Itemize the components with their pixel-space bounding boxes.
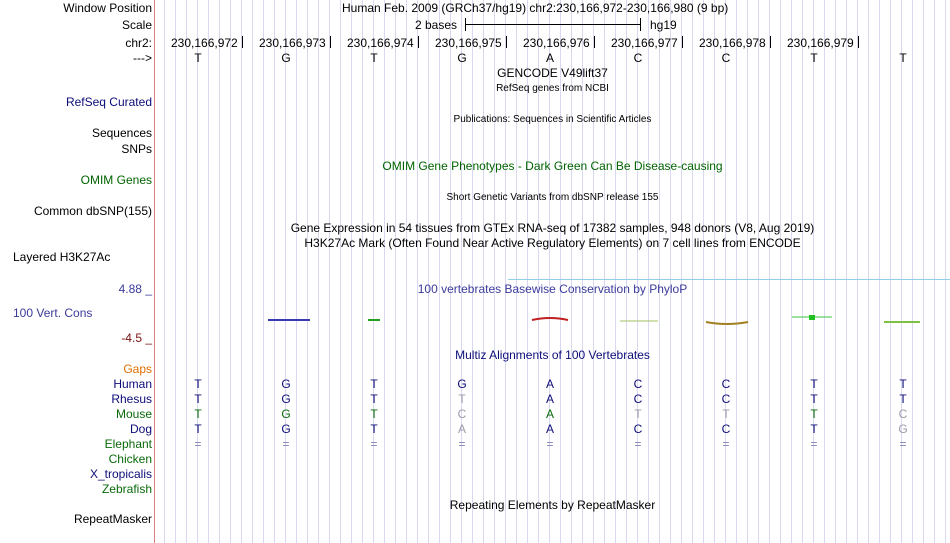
repeatmasker-track-title[interactable]: Repeating Elements by RepeatMasker: [449, 498, 656, 512]
sequences-label[interactable]: Sequences: [91, 126, 152, 140]
reference-base: G: [457, 51, 467, 65]
gtex-track-title[interactable]: Gene Expression in 54 tissues from GTEx RNA-seq of 17382 samples, 948 donors (V8, Aug 2019): [290, 221, 815, 235]
position-tick: [858, 36, 859, 48]
refseq-curated-label[interactable]: RefSeq Curated: [65, 95, 152, 109]
scale-value: 2 bases: [415, 18, 458, 32]
h3k27ac-signal-line: [508, 279, 950, 280]
alignment-base: T: [810, 407, 818, 421]
scale-bar-left-tick: [465, 18, 466, 31]
position-label: 230,166,975: [435, 36, 502, 50]
snps-label[interactable]: SNPs: [121, 142, 152, 156]
reference-base: G: [281, 51, 291, 65]
alignment-base: C: [898, 407, 908, 421]
scale-bar: [465, 24, 641, 25]
alignment-base: C: [633, 377, 643, 391]
alignment-base: =: [194, 437, 202, 451]
alignment-base: T: [194, 392, 202, 406]
alignment-base: T: [899, 392, 907, 406]
position-tick: [594, 36, 595, 48]
scale-bar-right-tick: [640, 18, 641, 31]
alignment-base: A: [545, 407, 554, 421]
scale-assembly: hg19: [650, 18, 677, 32]
alignment-base: =: [370, 437, 378, 451]
alignment-base: T: [194, 377, 202, 391]
position-label: 230,166,977: [611, 36, 678, 50]
alignment-base: T: [810, 377, 818, 391]
position-label: 230,166,974: [347, 36, 414, 50]
position-tick: [330, 36, 331, 48]
alignment-base: G: [281, 422, 291, 436]
alignment-base: T: [194, 422, 202, 436]
alignment-base: A: [545, 377, 554, 391]
position-label: 230,166,978: [699, 36, 766, 50]
alignment-base: =: [722, 437, 730, 451]
alignment-base: C: [633, 422, 643, 436]
publications-track-title[interactable]: Publications: Sequences in Scientific Articles: [453, 114, 652, 125]
reference-base: T: [194, 51, 202, 65]
window-position-value: Human Feb. 2009 (GRCh37/hg19) chr2:230,166,972-230,166,980 (9 bp): [342, 1, 729, 15]
reference-base: C: [721, 51, 731, 65]
alignment-base: T: [722, 407, 730, 421]
repeatmasker-label[interactable]: RepeatMasker: [73, 512, 152, 526]
alignment-base: T: [810, 392, 818, 406]
alignment-base: T: [899, 377, 907, 391]
alignment-base: G: [281, 392, 291, 406]
window-position-label: Window Position: [63, 1, 152, 15]
refseq-track-title[interactable]: RefSeq genes from NCBI: [496, 83, 609, 94]
omim-track-title[interactable]: OMIM Gene Phenotypes - Dark Green Can Be Disease-causing: [382, 159, 723, 173]
common-dbsnp-label[interactable]: Common dbSNP(155): [33, 204, 152, 218]
position-tick: [506, 36, 507, 48]
gencode-track-title[interactable]: GENCODE V49lift37: [497, 66, 608, 80]
position-tick: [242, 36, 243, 48]
alignment-base: G: [281, 377, 291, 391]
alignment-base: =: [634, 437, 642, 451]
reference-base: T: [899, 51, 907, 65]
species-label-elephant[interactable]: Elephant: [104, 437, 152, 451]
alignment-base: C: [633, 392, 643, 406]
position-label: 230,166,973: [259, 36, 326, 50]
alignment-base: =: [546, 437, 554, 451]
alignment-base: G: [457, 377, 467, 391]
species-label-human[interactable]: Human: [113, 377, 152, 391]
alignment-base: C: [457, 407, 467, 421]
reference-base: T: [370, 51, 378, 65]
gaps-label[interactable]: Gaps: [123, 362, 152, 376]
omim-genes-label[interactable]: OMIM Genes: [80, 173, 152, 187]
species-label-mouse[interactable]: Mouse: [115, 407, 152, 421]
alignment-base: G: [898, 422, 908, 436]
alignment-base: T: [194, 407, 202, 421]
chrom-label: chr2:: [125, 36, 152, 50]
alignment-base: =: [899, 437, 907, 451]
position-tick: [682, 36, 683, 48]
alignment-base: T: [810, 422, 818, 436]
alignment-base: T: [458, 392, 466, 406]
reference-base: A: [545, 51, 554, 65]
alignment-base: A: [545, 392, 554, 406]
alignment-base: =: [282, 437, 290, 451]
alignment-base: G: [281, 407, 291, 421]
dbsnp-track-title[interactable]: Short Genetic Variants from dbSNP release 155: [446, 192, 659, 203]
scale-label: Scale: [121, 18, 152, 32]
alignment-base: =: [458, 437, 466, 451]
position-label: 230,166,976: [523, 36, 590, 50]
reference-base: C: [633, 51, 643, 65]
strand-label: --->: [133, 51, 152, 65]
alignment-base: T: [370, 392, 378, 406]
alignment-base: C: [721, 422, 731, 436]
species-label-x_tropicalis[interactable]: X_tropicalis: [89, 467, 152, 481]
multiz-track-title[interactable]: Multiz Alignments of 100 Vertebrates: [455, 348, 650, 362]
alignment-base: C: [721, 377, 731, 391]
species-label-dog[interactable]: Dog: [129, 422, 152, 436]
vert-cons-label[interactable]: 100 Vert. Cons: [13, 306, 93, 320]
alignment-base: C: [721, 392, 731, 406]
species-label-zebrafish[interactable]: Zebrafish: [101, 482, 152, 496]
position-label: 230,166,979: [787, 36, 854, 50]
conservation-max-value: 4.88 _: [118, 282, 152, 296]
layered-h3k27ac-label[interactable]: Layered H3K27Ac: [13, 250, 111, 264]
position-tick: [770, 36, 771, 48]
species-label-rhesus[interactable]: Rhesus: [111, 392, 152, 406]
alignment-base: T: [370, 422, 378, 436]
alignment-base: A: [545, 422, 554, 436]
reference-base: T: [810, 51, 818, 65]
alignment-base: T: [370, 377, 378, 391]
alignment-base: A: [457, 422, 466, 436]
alignment-base: T: [634, 407, 642, 421]
conservation-min-value: -4.5 _: [121, 331, 152, 345]
position-label: 230,166,972: [171, 36, 238, 50]
position-tick: [418, 36, 419, 48]
species-label-chicken[interactable]: Chicken: [108, 452, 152, 466]
h3k27ac-track-title[interactable]: H3K27Ac Mark (Often Found Near Active Regulatory Elements) on 7 cell lines from ENCODE: [304, 236, 801, 250]
alignment-base: T: [370, 407, 378, 421]
alignment-base: =: [810, 437, 818, 451]
conservation-track-title[interactable]: 100 vertebrates Basewise Conservation by PhyloP: [417, 282, 688, 296]
